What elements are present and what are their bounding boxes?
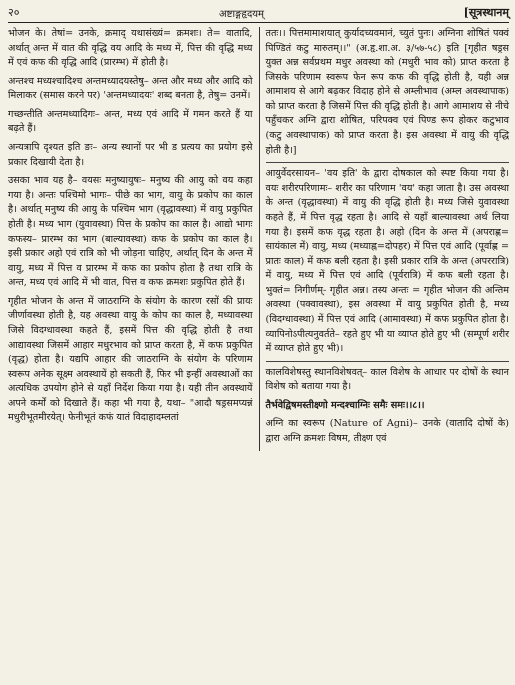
book-title: अष्टाङ्गहृदयम् (219, 9, 265, 20)
verse: तैर्भवेद्विषमस्तीक्ष्णो मन्दश्चाग्निः समैः समः।।८।। (265, 399, 425, 411)
paragraph: गृहीत भोजन के अन्त में जाठराग्नि के संयोग के कारण रसों की प्रायः जीर्णावस्था होती है, यह अवस्था वायु के कोप का काल है, मध्यावस्था जिसे विदग्धावस्था कहते हैं, इसमें पित्त की वृद्धि होती है तथा आद्यावस्था जिसमें आहार मधुरभाव को प्राप्त करता है, में कफ प्रकुपित (वृद्ध) होता है। यद्यपि आहार की जाठराग्नि के संयोग के परिणाम स्वरूप अनेक सूक्ष्म अवस्थायें हो सकती हैं, फिर भी इन्हीं अवस्थाओं का अत्यधिक उपयोग होने से यहाँ निर्देश किया गया है। यही तीन अवस्थायें अपने कर्मों को दिखाते हैं। कहा भी गया है, यथा– "आदौ षड्रसमप्यन्नं मधुरीभूतमीरयेत्। फेनीभूतं कफं यातं विदाहादम्लतां (8, 295, 253, 424)
two-column-body (8, 27, 509, 451)
paragraph: उसका भाव यह है– वयसः मनुष्यायुषः– मनुष्य की आयु को वय कहा गया है। अन्तः पश्चिमो भागः– पीछे का भाग, वायु के प्रकोप का काल है। अर्थात् मनुष्य की आयु के पश्चिम भाग (वृद्धावस्था) में वायु प्रकुपित होती है। मध्य भाग (युवावस्था) पित्त के प्रकोप का काल है। आद्यो भागः कफस्य– प्रारम्भ का भाग (बाल्यावस्था) कफ के प्रकोप का काल है। इसी प्रकार अहो एवं रात्रि को भी जोड़ना चाहिए, अर्थात् दिन के अन्त में वायु, मध्य में पित्त व प्रारम्भ में कफ का प्रकोप होता है तथा रात्रि के अन्त, मध्य एवं आदि में भी वात, पित्त व कफ क्रमशः प्रकुपित होते हैं। (8, 175, 253, 289)
section-title: [सूत्रस्थानम् (463, 6, 509, 19)
paragraph: गच्छन्तीति अन्तमध्यादिगः– अन्त, मध्य एवं आदि में गमन करते हैं या बढ़ते हैं। (8, 108, 253, 135)
section-rule (266, 361, 510, 362)
paragraph: कालविशेषस्तु स्थानविशेषवत्– काल विशेष के आधार पर दोषों के स्थान विशेष को बताया गया है। (265, 366, 509, 393)
page-number: २० (8, 6, 20, 19)
paragraph: अग्नि का स्वरूप (Nature of Agni)– उनके (वातादि दोषों के) द्वारा अग्नि क्रमशः विषम, तीक्ष्ण एवं (265, 418, 509, 445)
paragraph: अन्तश्च मध्यश्चादिश्च अन्तमध्यादयस्तेषु– अन्त और मध्य और आदि को मिलाकर (समास करने पर) 'अन्तमध्यादयः' शब्द बनता है, तेषु= उनमें। (8, 75, 253, 102)
paragraph: ततः।। पित्तमामाशयात् कुर्यादच्यवमानं, च्युतं पुनः। अग्निना शोषितं पक्वं पिण्डितं कटु मारुतम्।।" (अ.हृ.शा.अ. ३/५७-५८) इति [गृहीत षड्रस युक्त अन्न सर्वप्रथम मधुर अवस्था को (मधुरी भाव को) प्राप्त करता है जिसके परिणाम स्वरूप फेन रूप कफ की वृद्धि होती है, यही अन्न आमाशय से आगे बढ़कर विदाह होने से अम्लीभाव (अम्ल अवस्थापाक) को प्राप्त करता है जिसमें पित्त की वृद्धि होती है। आगे आमाशय से नीचे पहुँचकर अग्नि द्वारा शोषित, परिपक्व एवं पिण्ड रूप होकर कटुभाव (कटु अवस्थापाक) को प्राप्त करता है। इस अवस्था में वायु की वृद्धि होती है।] (265, 28, 509, 156)
paragraph: भोजन के। तेषां= उनके, क्रमाद् यथासंख्यं= क्रमशः। ते= वातादि, अर्थात् अन्त में वात की वृद्धि वय आदि के मध्य में, पित्त की वृद्धि मध्य में एवं कफ की वृद्धि आदि (प्रारम्भ) में होती है। (8, 28, 253, 69)
column-divider (259, 27, 260, 451)
page-header (8, 5, 509, 23)
left-column (8, 27, 259, 451)
paragraph: आयुर्वेदरसायन– 'वय इति' के द्वारा दोषकाल को स्पष्ट किया गया है। वयः शरीरपरिणामः– शरीर का परिणाम 'वय' कहा जाता है। उस अवस्था के अन्त (वृद्धावस्था) में वायु की वृद्धि होती है। मध्य जिसे युवावस्था कहते हैं, में पित्त वृद्ध रहता है। आदि से यहाँ बाल्यावस्था अर्थ लिया गया है। इसमें कफ वृद्ध रहता है। अहो (दिन के अन्त में (अपराह्ण= सायंकाल में) वायु, मध्य (मध्याह्न=दोपहर) में पित्त एवं आदि (पूर्वाह्ण = प्रातः काल) में कफ बली रहता है। इसी प्रकार रात्रि के अन्त (अपररात्रि) में वायु, मध्य में पित्त एवं आदि (पूर्वरात्रि) में कफ बली रहता है। भुक्तं= निगीर्णम्- गृहीत अन्न। तस्य अन्तः = गृहीत भोजन की अन्तिम अवस्था (पक्वावस्था), इस अवस्था में वायु प्रकुपित होती है, मध्य (विदग्धावस्था) में पित्त एवं आदि (आमावस्था) में कफ प्रकुपित होता है। व्यापिनोऽपीत्यनुवर्तते– रहते हुए भी या व्याप्त होते हुए भी (सम्पूर्ण शरीर में व्याप्त होते हुए भी)। (265, 168, 509, 355)
right-column (259, 27, 510, 451)
section-rule (266, 162, 510, 163)
paragraph: अन्यत्रापि दृश्यत इति ङः– अन्य स्थानों पर भी ड प्रत्यय का प्रयोग इसे प्रकार दिखायी देता है। (8, 142, 253, 168)
